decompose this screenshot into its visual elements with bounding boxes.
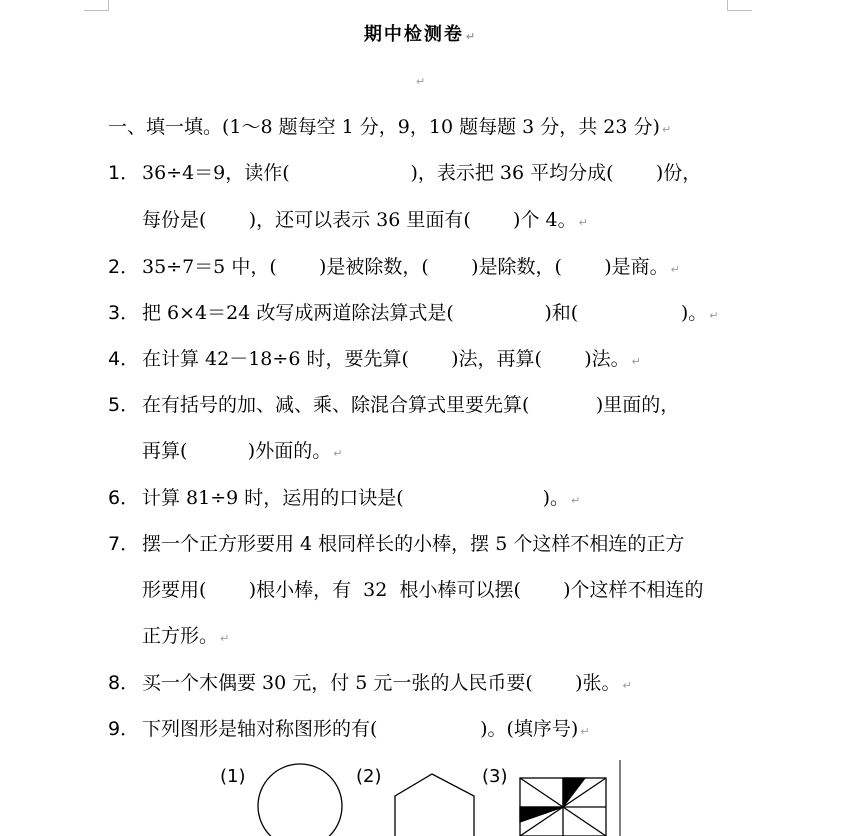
question-9: 9． 下列图形是轴对称图形的有( )。(填序号) ↵ (108, 718, 590, 740)
figure-label-1: (1) (220, 766, 246, 787)
question-8: 8． 买一个木偶要 30 元，付 5 元一张的人民币要( )张。 ↵ (108, 672, 632, 694)
question-5-line-2: 再算( )外面的。 ↵ (142, 440, 343, 462)
question-5-line-1: 5． 在有括号的加、减、乘、除混合算式里要先算( )里面的， (108, 394, 680, 416)
question-7-line-1: 7． 摆一个正方形要用 4 根同样长的小棒，摆 5 个这样不相连的正方 (108, 533, 685, 555)
question-2: 2． 35÷7＝5 中，( )是被除数，( )是除数，( )是商。 ↵ (108, 256, 680, 278)
question-6: 6． 计算 81÷9 时，运用的口诀是( )。 ↵ (108, 487, 581, 509)
page-title: 期中检测卷 ↵ (363, 24, 478, 45)
paragraph-mark: ↵ (416, 75, 426, 88)
figure-1-circle (258, 764, 342, 836)
section-heading: 一、填一填。(1～8 题每空 1 分，9，10 题每题 3 分，共 23 分) ↵ (108, 116, 672, 138)
figure-label-3: (3) (482, 766, 508, 787)
figure-2-hexagon (395, 774, 474, 836)
question-1-line-1: 1． 36÷4＝9，读作( )，表示把 36 平均分成( )份， (108, 162, 702, 184)
question-3: 3． 把 6×4＝24 改写成两道除法算式是( )和( )。 ↵ (108, 302, 719, 324)
question-4: 4． 在计算 42－18÷6 时，要先算( )法，再算( )法。 ↵ (108, 348, 641, 370)
question-7-line-3: 正方形。 ↵ (142, 625, 230, 647)
figure-3-pinwheel (520, 778, 606, 836)
paragraph-mark: ↵ (465, 30, 478, 43)
question-7-line-2: 形要用( )根小棒，有 32 根小棒可以摆( )个这样不相连的 (142, 579, 704, 601)
figure-label-2: (2) (356, 766, 382, 787)
question-1-line-2: 每份是( )，还可以表示 36 里面有( )个 4。 ↵ (142, 209, 588, 231)
